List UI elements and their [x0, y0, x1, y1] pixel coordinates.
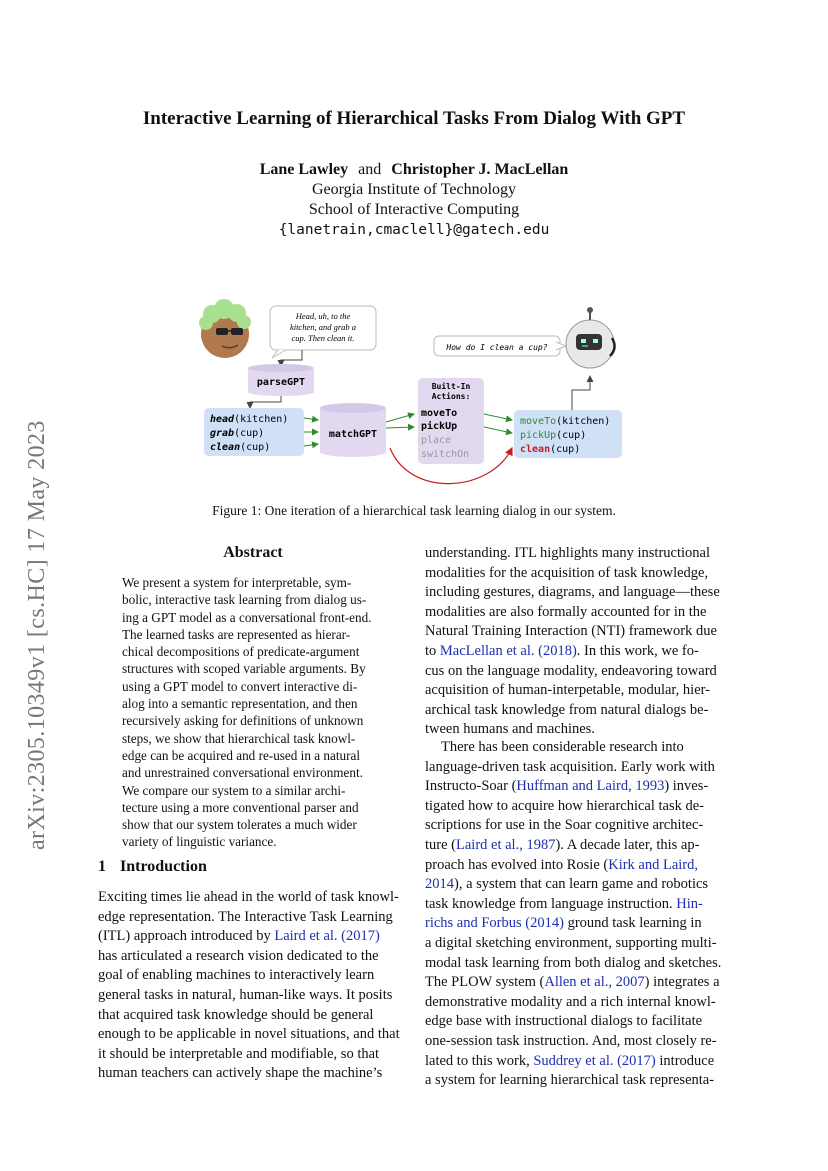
text-run: . In this work, we fo- cus on the language modality, endeavoring toward acquisition of human-interpetable, modular, hier- archical task knowledge from natural dialogs be- tween humans and machines.: [425, 642, 717, 738]
matchgpt-node: [320, 403, 386, 457]
builtin-actions-box: [418, 378, 484, 464]
text-run: introduce a system for learning hierarchical task representa-: [425, 1052, 715, 1089]
svg-text:grab(cup): [210, 428, 264, 439]
citation-link[interactable]: MacLellan et al. (2018): [439, 642, 577, 659]
robot-avatar-icon: [566, 307, 615, 368]
citation-link[interactable]: Suddrey et al. (2017): [533, 1052, 656, 1069]
citation-link[interactable]: Hin- richs and Forbus (2014): [425, 895, 703, 932]
robot-question: How do I clean a cup?: [446, 343, 548, 352]
step-arg: (cup): [234, 428, 265, 439]
step-fn: clean: [210, 442, 241, 453]
matched-arg: (kitchen): [556, 416, 611, 427]
matched-arg: (cup): [556, 430, 587, 441]
parsegpt-node: [248, 364, 314, 396]
text-run: understanding. ITL highlights many instructional modalities for the acquisition of task knowledge, including gestures, diagrams, and language—these modalities are also formally accounted for in the Natural Training Interaction (NTI) framework due to: [425, 545, 720, 659]
text-run: has articulated a research vision dedicated to the goal of enabling machines to interactively learn general tasks in natural, human-like ways. It posits that acquired task knowledge should be general enough to be applicable in novel situations, and that it should be interpretable and modifiable, so that human teachers can actively shape the machine’s: [98, 947, 400, 1082]
text-run: ), a system that can learn game and robotics task knowledge from language instruction.: [425, 876, 709, 912]
author-conjunction: and: [358, 161, 382, 178]
figure-1: [190, 298, 640, 498]
step-arg: (kitchen): [234, 414, 289, 425]
svg-text:pickUp(cup): [520, 430, 586, 441]
builtin-title: Actions:: [431, 392, 471, 401]
svg-text:head(kitchen): [210, 414, 288, 425]
affiliation: School of Interactive Computing: [308, 201, 520, 218]
text-run: There has been considerable research into language-driven task acquisition. Early work with Instructo-Soar (: [425, 739, 715, 795]
arxiv-side-label: arXiv:2305.10349v1 [cs.HC] 17 May 2023: [24, 420, 50, 850]
parsegpt-label: parseGPT: [256, 377, 306, 388]
intro-paragraph: [98, 888, 403, 1084]
builtin-item: switchOn: [421, 449, 470, 460]
robot-speech-bubble: [434, 336, 566, 356]
dialog-diagram: [190, 298, 640, 498]
parsed-steps-box: [204, 408, 304, 456]
speech-line: Head, uh, to the: [295, 311, 351, 321]
svg-text:moveTo(kitchen): [520, 416, 610, 427]
citation-link[interactable]: Laird et al., 1987: [456, 836, 556, 853]
figure-caption: Figure 1: One iteration of a hierarchical task learning dialog in our system.: [212, 503, 616, 518]
text-run: ground task learning in a digital sketching environment, supporting multi- modal task learning from both dialog and sketches. The PLOW system (: [425, 915, 722, 991]
paper-title: Interactive Learning of Hierarchical Tasks From Dialog With GPT: [142, 108, 686, 129]
text-run: Exciting times lie ahead in the world of task knowl- edge representation. The Interactive Task Learning (ITL) approach introduced by: [98, 889, 399, 945]
speech-line: cup. Then clean it.: [291, 333, 355, 343]
matched-arg: (cup): [550, 444, 581, 455]
section-heading: [98, 858, 207, 876]
citation-link[interactable]: Allen et al., 2007: [544, 974, 645, 991]
matched-steps-box: [514, 410, 622, 458]
step-arg: (cup): [240, 442, 271, 453]
author-name: Lane Lawley: [259, 161, 349, 178]
matched-fn: pickUp: [520, 430, 557, 441]
affiliation: Georgia Institute of Technology: [311, 181, 517, 198]
author-name: Christopher J. MacLellan: [391, 161, 569, 178]
svg-text:clean(cup): [210, 442, 270, 453]
svg-text:clean(cup): [520, 444, 580, 455]
builtin-title: Built-In: [431, 382, 471, 391]
step-fn: head: [210, 414, 235, 425]
human-avatar-icon: [199, 299, 251, 358]
builtin-item: place: [421, 435, 452, 446]
author-block: [0, 160, 828, 240]
builtin-item: moveTo: [421, 408, 458, 419]
matched-fn: moveTo: [520, 416, 557, 427]
section-number: 1: [98, 858, 106, 875]
citation-link[interactable]: Laird et al. (2017): [274, 928, 380, 945]
matchgpt-label: matchGPT: [328, 429, 378, 440]
speech-line: kitchen, and grab a: [289, 322, 357, 332]
right-paragraph-2: [425, 738, 730, 1091]
builtin-item: pickUp: [421, 421, 458, 432]
text-run: ). A decade later, this ap- proach has evolved into Rosie (: [425, 836, 700, 873]
section-title: Introduction: [120, 858, 207, 875]
text-run: ) integrates a demonstrative modality and a rich internal knowl- edge base with instructional dialogs to facilitate one-session task instruction. And, most closely re- lated to this work,: [425, 974, 720, 1069]
text-run: ) inves- tigated how to acquire how hierarchical task de- scriptions for use in the Soar cognitive architec- ture (: [425, 778, 709, 853]
author-email: {lanetrain,cmaclell}@gatech.edu: [278, 222, 550, 238]
citation-link[interactable]: Kirk and Laird, 2014: [425, 856, 699, 893]
right-paragraph-1: [425, 544, 730, 740]
citation-link[interactable]: Huffman and Laird, 1993: [516, 778, 665, 795]
step-fn: grab: [210, 428, 235, 439]
abstract-heading: Abstract: [223, 544, 283, 561]
abstract-body: We present a system for interpretable, sym- bolic, interactive task learning from dialog us- ing a GPT model as a conversational front-end. The learned tasks are represented as hierar- chical decompositions of predicate-argument structures with scoped variable arguments. By using a GPT model to convert interactive di- alog into a semantic representation, and then recursively asking for definitions of unknown steps, we show that hierarchical task knowl- edge can be acquired and re-used in a natural and unrestrained conversational environment. We compare our system to a similar archi- tecture using a more conventional parser and show that our system tolerates a much wider variety of linguistic variance.: [122, 575, 372, 850]
human-speech-bubble: [270, 306, 376, 358]
matched-fn: clean: [520, 444, 551, 455]
